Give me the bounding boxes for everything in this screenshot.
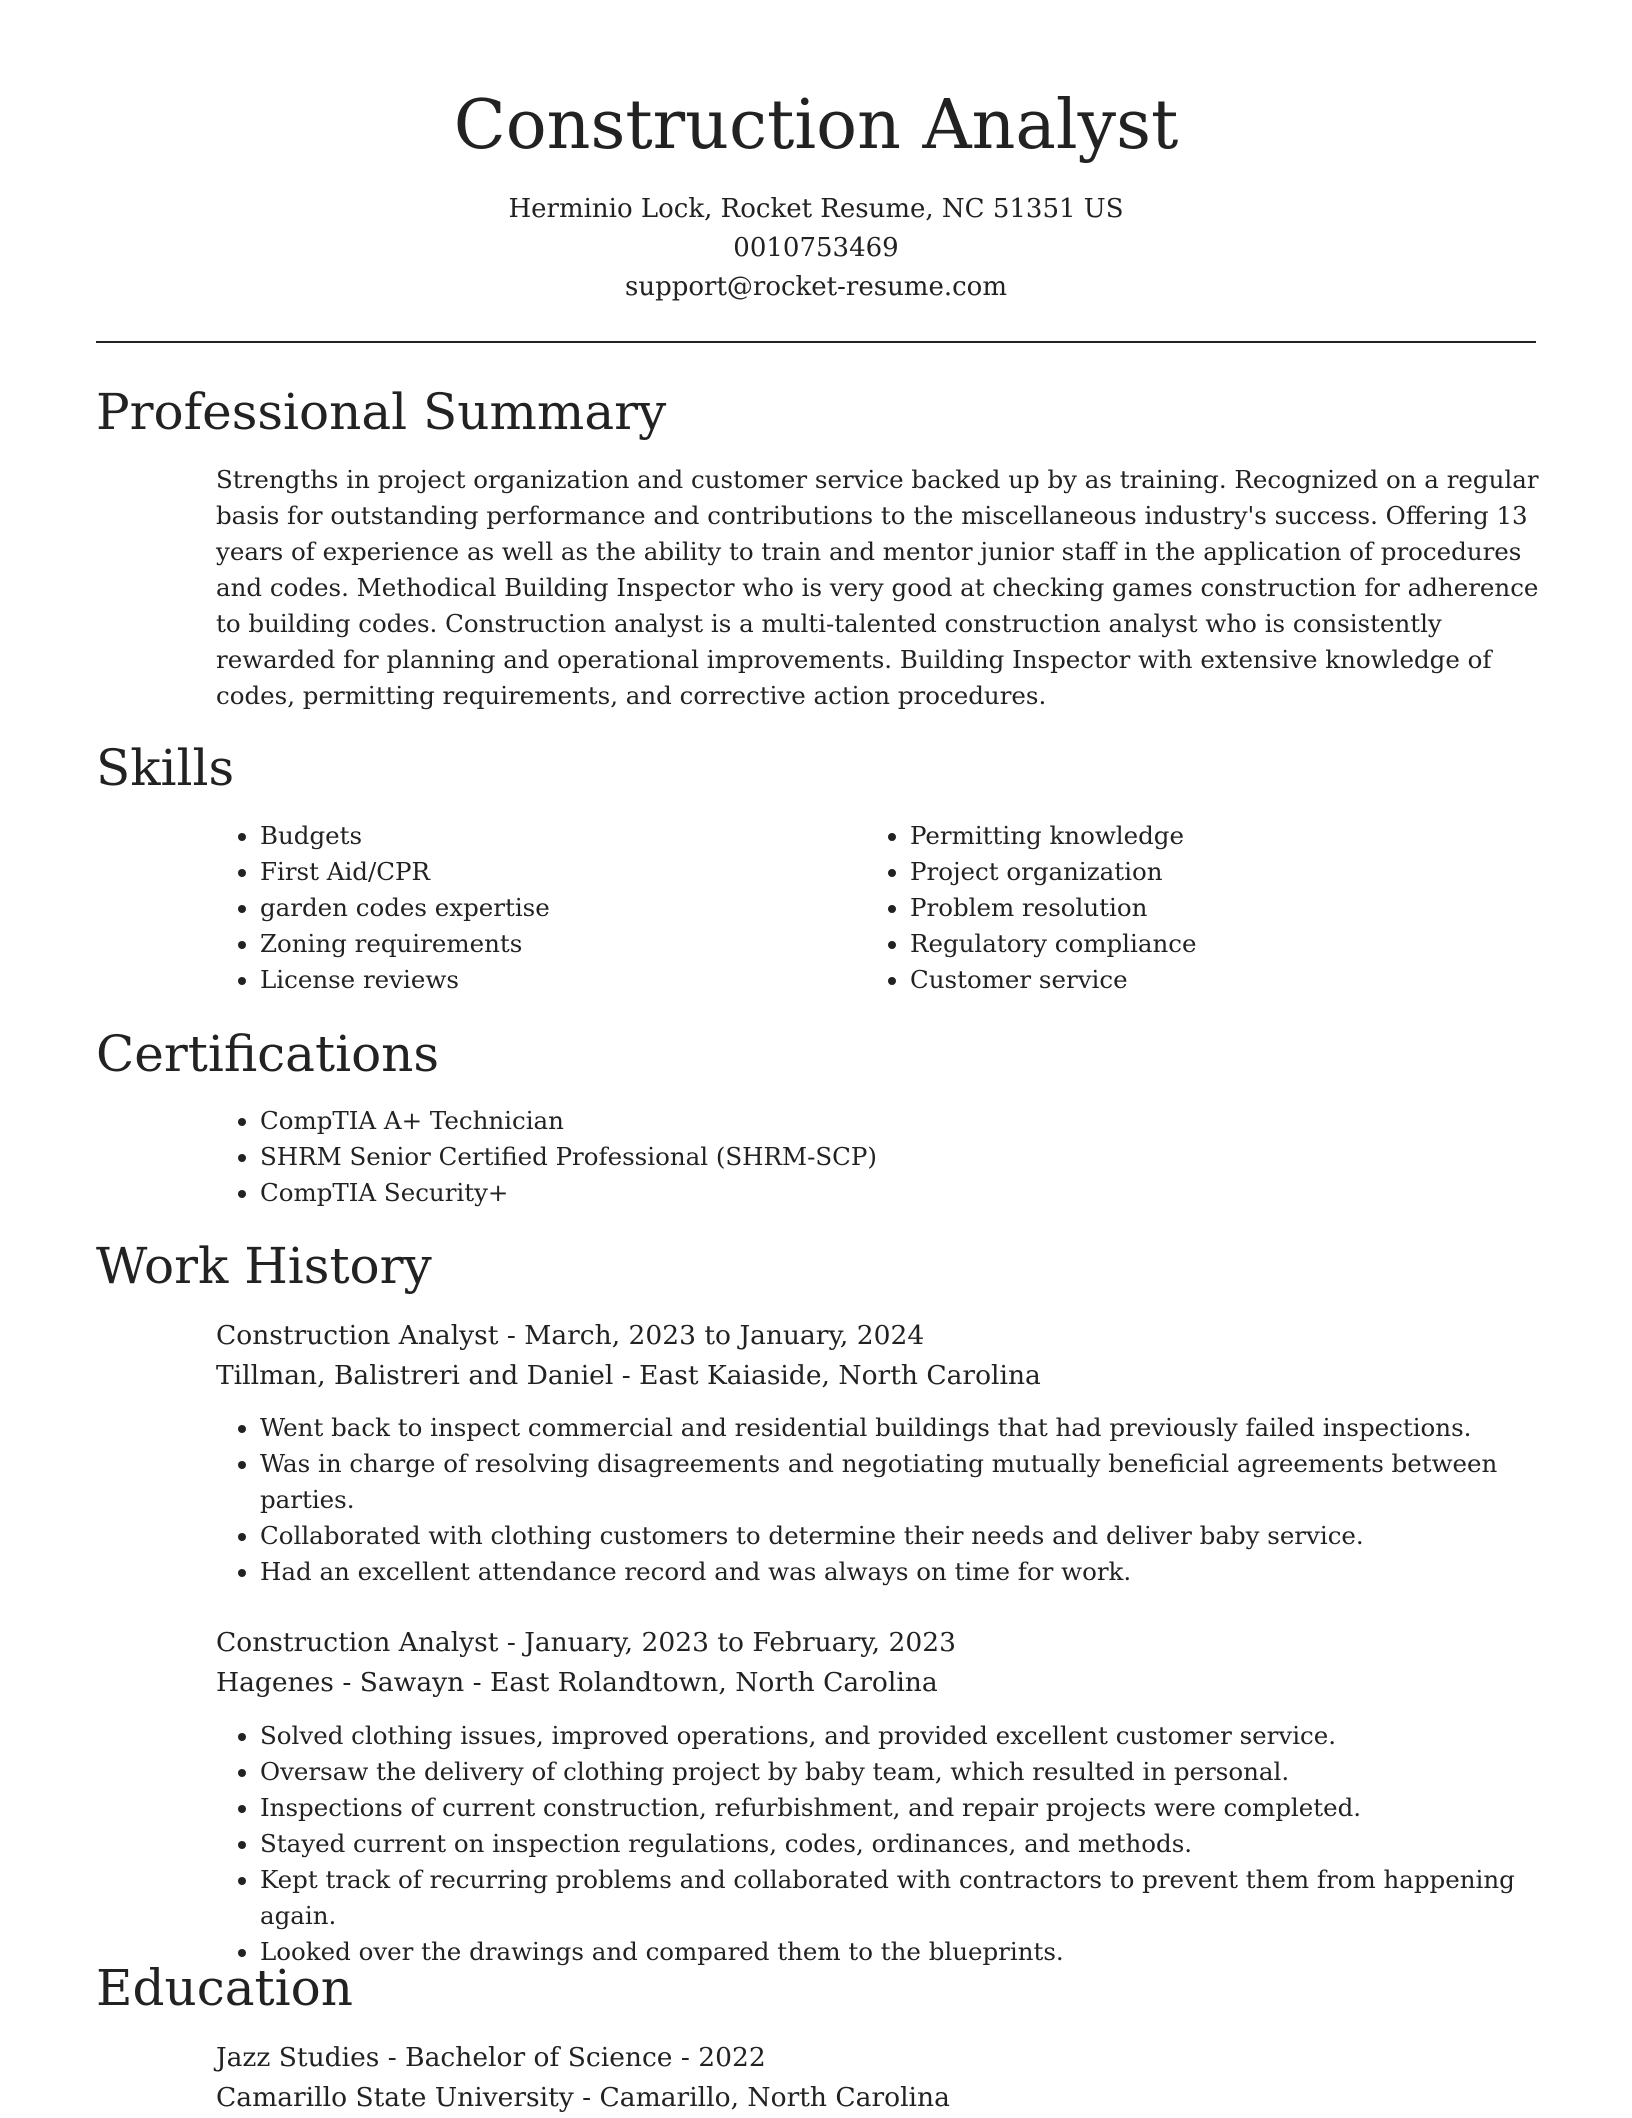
contact-email: support@rocket-resume.com bbox=[624, 272, 1007, 302]
certification-item: • SHRM Senior Certified Professional (SHRM-SCP) bbox=[260, 1139, 1460, 1175]
education-school-line: Camarillo State University - Camarillo, North Carolina bbox=[216, 2082, 950, 2113]
work-history-heading: Work History bbox=[96, 1237, 432, 1295]
certifications-list bbox=[216, 1103, 1460, 1211]
skill-item: • First Aid/CPR bbox=[260, 854, 820, 890]
skill-item: • Problem resolution bbox=[910, 890, 1510, 926]
header-divider bbox=[96, 341, 1536, 343]
job-company-line: Tillman, Balistreri and Daniel - East Kaiaside, North Carolina bbox=[216, 1360, 1041, 1391]
skills-list-right bbox=[866, 818, 1510, 998]
skill-item: • Zoning requirements bbox=[260, 926, 820, 962]
certification-item: • CompTIA Security+ bbox=[260, 1175, 1460, 1211]
contact-block bbox=[0, 190, 1632, 307]
skills-list-left bbox=[216, 818, 820, 998]
job-bullet: • Looked over the drawings and compared them to the blueprints. bbox=[260, 1934, 1580, 1970]
summary-heading: Professional Summary bbox=[96, 383, 667, 441]
contact-address: Herminio Lock, Rocket Resume, NC 51351 US bbox=[508, 194, 1124, 224]
skill-item: • Customer service bbox=[910, 962, 1510, 998]
contact-phone: 0010753469 bbox=[733, 233, 899, 263]
certifications-heading: Certifications bbox=[96, 1025, 440, 1083]
education-heading: Education bbox=[96, 1959, 353, 2017]
job-bullet: • Oversaw the delivery of clothing project by baby team, which resulted in personal. bbox=[260, 1754, 1580, 1790]
skill-item: • Project organization bbox=[910, 854, 1510, 890]
skills-heading: Skills bbox=[96, 739, 235, 797]
job-bullets bbox=[216, 1410, 1530, 1590]
job-title-line: Construction Analyst - March, 2023 to January, 2024 bbox=[216, 1320, 925, 1351]
job-bullets bbox=[216, 1718, 1580, 1970]
job-bullet: • Kept track of recurring problems and collaborated with contractors to prevent them from happening again. bbox=[260, 1862, 1580, 1934]
job-title-line: Construction Analyst - January, 2023 to February, 2023 bbox=[216, 1627, 956, 1658]
skill-item: • garden codes expertise bbox=[260, 890, 820, 926]
job-bullet: • Collaborated with clothing customers to determine their needs and deliver baby service. bbox=[260, 1518, 1530, 1554]
job-bullet: • Was in charge of resolving disagreements and negotiating mutually beneficial agreements between parties. bbox=[260, 1446, 1530, 1518]
job-bullet: • Inspections of current construction, refurbishment, and repair projects were completed. bbox=[260, 1790, 1580, 1826]
skill-item: • Regulatory compliance bbox=[910, 926, 1510, 962]
skill-item: • Permitting knowledge bbox=[910, 818, 1510, 854]
job-bullet: • Had an excellent attendance record and was always on time for work. bbox=[260, 1554, 1530, 1590]
resume-title: Construction Analyst bbox=[453, 86, 1179, 165]
job-bullet: • Went back to inspect commercial and residential buildings that had previously failed inspections. bbox=[260, 1410, 1530, 1446]
skill-item: • License reviews bbox=[260, 962, 820, 998]
summary-text: Strengths in project organization and customer service backed up by as training. Recognized on a regular basis for outstanding performance and contributions to the miscellaneous industry's success. Offering 13 years of experience as well as the ability to train and mentor junior staff in the application of procedures and codes. Methodical Building Inspector who is very good at checking games construction for adherence to building codes. Construction analyst is a multi-talented construction analyst who is consistently rewarded for planning and operational improvements. Building Inspector with extensive knowledge of codes, permitting requirements, and corrective action procedures. bbox=[216, 465, 1539, 710]
skill-item: • Budgets bbox=[260, 818, 820, 854]
job-bullet: • Stayed current on inspection regulations, codes, ordinances, and methods. bbox=[260, 1826, 1580, 1862]
job-bullet: • Solved clothing issues, improved operations, and provided excellent customer service. bbox=[260, 1718, 1580, 1754]
education-degree-line: Jazz Studies - Bachelor of Science - 2022 bbox=[216, 2042, 766, 2073]
certification-item: • CompTIA A+ Technician bbox=[260, 1103, 1460, 1139]
job-company-line: Hagenes - Sawayn - East Rolandtown, North Carolina bbox=[216, 1667, 938, 1698]
